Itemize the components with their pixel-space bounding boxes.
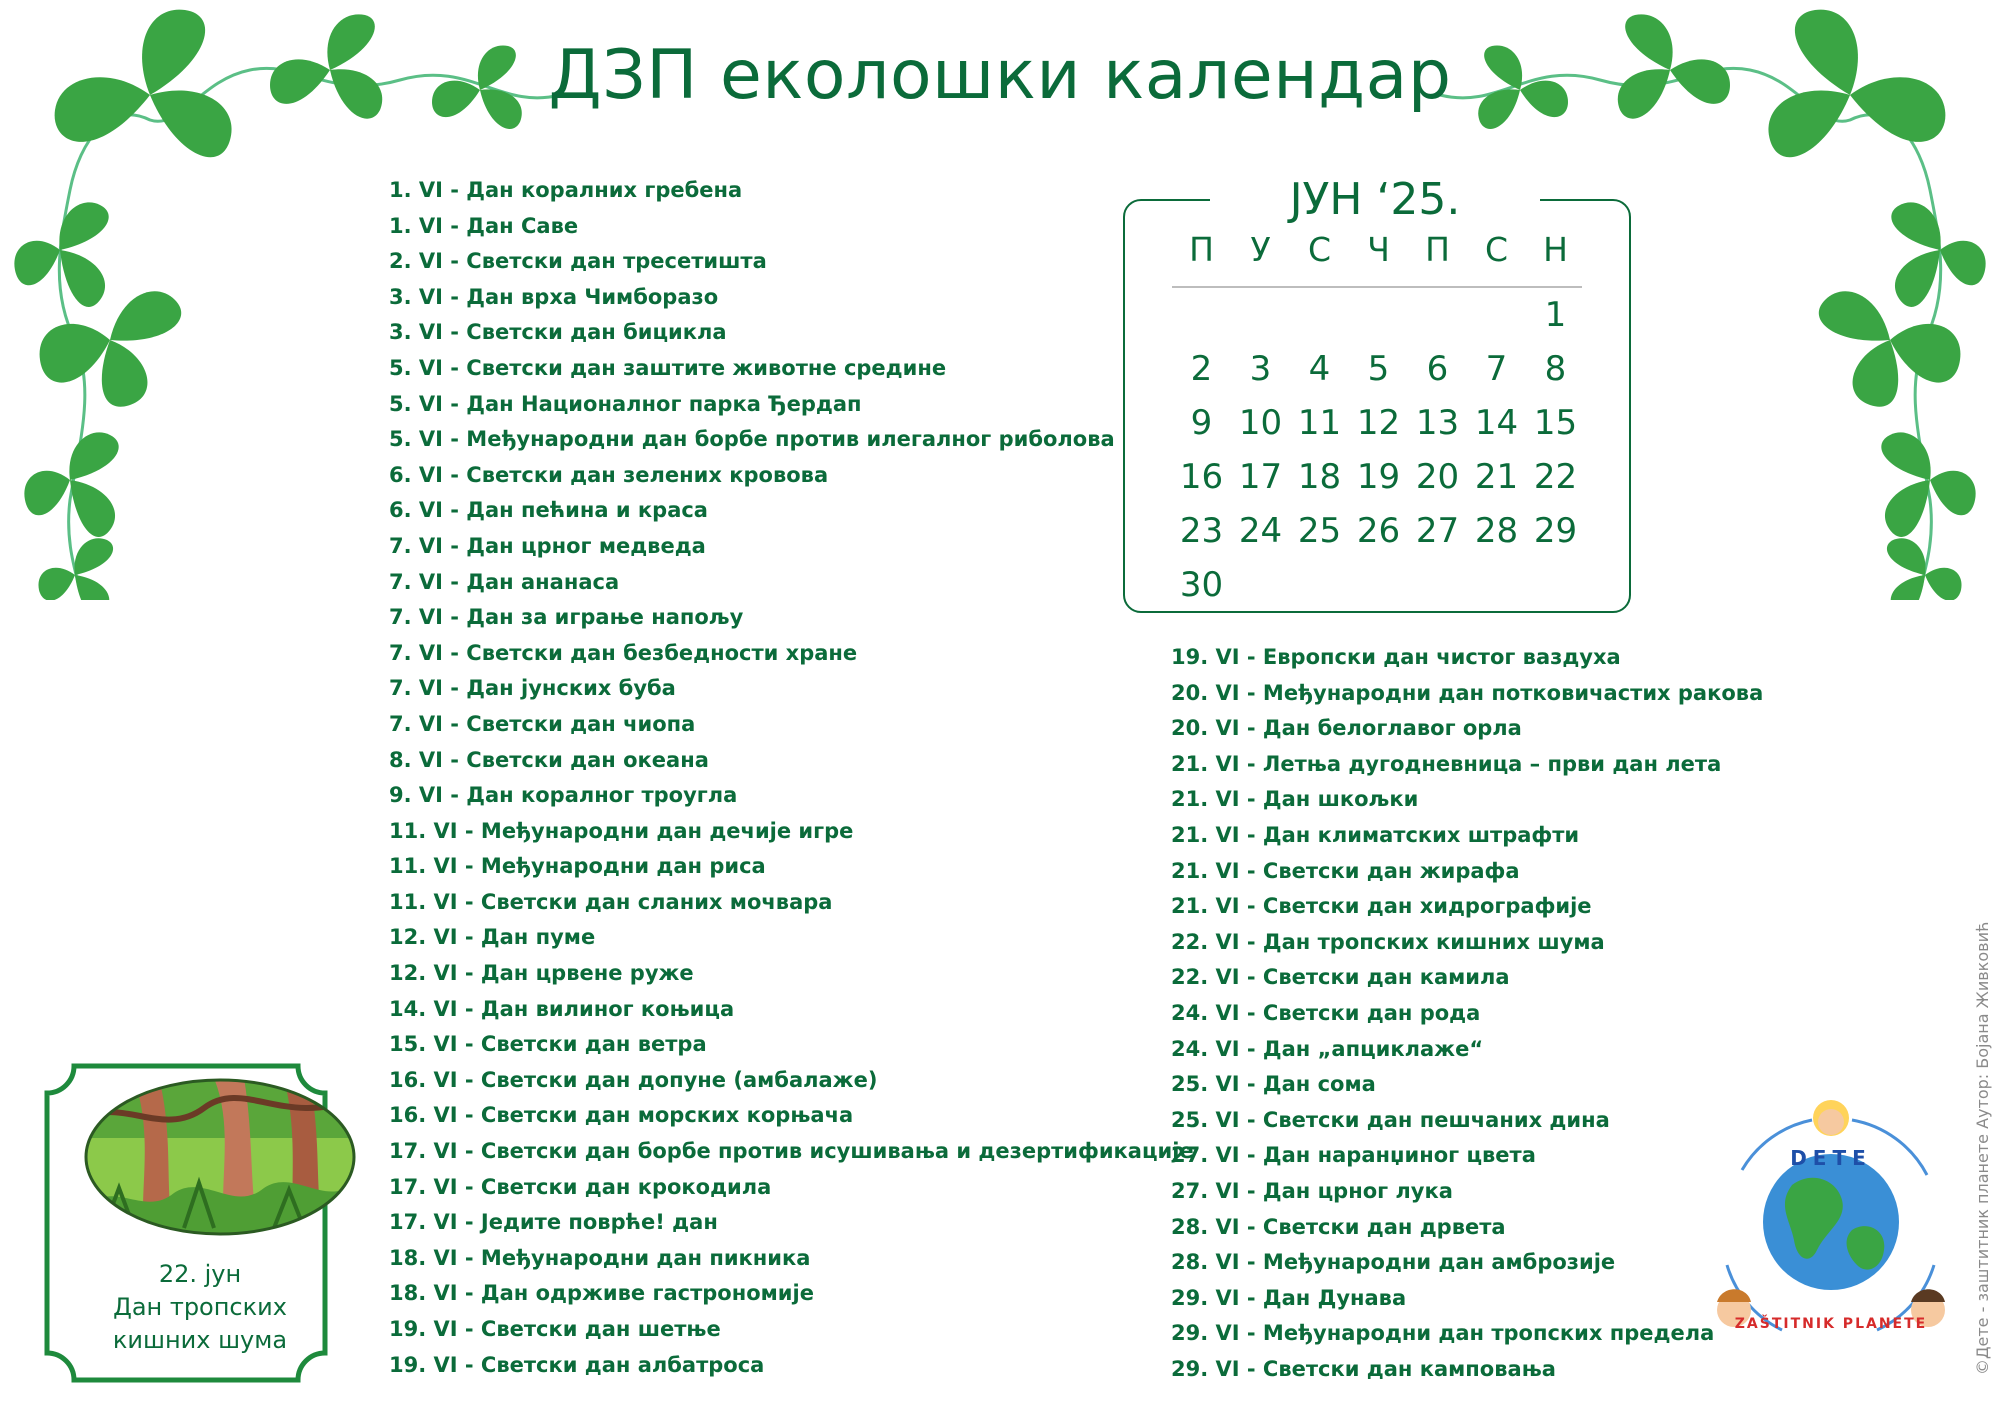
page-title: ДЗП еколошки календар — [548, 36, 1452, 115]
calendar-empty-cell — [1172, 288, 1231, 342]
calendar-day: 18 — [1297, 457, 1342, 497]
event-item: 21. VI - Дан шкољки — [1171, 787, 1419, 812]
event-item: 21. VI - Светски дан хидрографије — [1171, 894, 1592, 919]
event-item: 1. VI - Дан коралних гребена — [389, 178, 743, 202]
event-item: 29. VI - Светски дан камповања — [1171, 1356, 1556, 1381]
calendar-day: 27 — [1415, 511, 1460, 551]
featured-title-line-2: кишних шума — [112, 1326, 288, 1354]
event-item: 19. VI - Светски дан шетње — [389, 1317, 721, 1341]
event-item: 1. VI - Дан Саве — [389, 213, 579, 238]
event-item: 3. VI - Светски дан бицикла — [389, 320, 727, 345]
author-credit: ©Дете - заштитник планете Аутор: Бојана Живковић — [1973, 921, 1992, 1375]
event-item: 11. VI - Светски дан сланих мочвара — [389, 889, 833, 914]
event-item: 29. VI - Међународни дан тропских предела — [1171, 1321, 1715, 1346]
calendar-day-grid — [1172, 288, 1585, 612]
calendar-empty-cell — [1349, 288, 1408, 342]
event-item: 12. VI - Дан пуме — [389, 925, 596, 950]
event-list-right — [1171, 640, 1763, 1387]
calendar-day: 7 — [1485, 349, 1508, 389]
event-item: 19. VI - Светски дан албатроса — [389, 1352, 765, 1377]
event-item: 17. VI - Светски дан борбе против исушивања и дезертификације — [389, 1139, 1194, 1164]
event-item: 20. VI - Међународни дан потковичастих ракова — [1171, 680, 1764, 705]
event-item: 25. VI - Светски дан пешчаних дина — [1171, 1107, 1610, 1132]
calendar-day: 28 — [1474, 511, 1519, 551]
weekday-label: С — [1307, 230, 1332, 269]
event-item: 19. VI - Европски дан чистог ваздуха — [1171, 645, 1621, 669]
rainforest-illustration — [84, 1078, 356, 1236]
calendar-day: 17 — [1238, 457, 1283, 497]
event-item: 3. VI - Дан врха Чимборазо — [389, 284, 719, 309]
calendar-day: 23 — [1179, 511, 1224, 551]
calendar-day: 9 — [1190, 403, 1213, 443]
event-item: 11. VI - Међународни дан риса — [389, 854, 766, 879]
event-item: 21. VI - Светски дан жирафа — [1171, 858, 1520, 883]
event-item: 20. VI - Дан белоглавог орла — [1171, 716, 1522, 741]
calendar-day: 20 — [1415, 457, 1460, 497]
calendar-day: 11 — [1297, 403, 1342, 443]
event-item: 15. VI - Светски дан ветра — [389, 1032, 707, 1057]
calendar-empty-cell — [1467, 288, 1526, 342]
event-item: 7. VI - Дан ананаса — [389, 569, 620, 594]
event-item: 18. VI - Дан одрживе гастрономије — [389, 1281, 814, 1306]
event-item: 7. VI - Дан црног медведа — [389, 533, 706, 558]
featured-title-line-1: Дан тропских — [113, 1293, 287, 1321]
event-item: 22. VI - Дан тропских кишних шума — [1171, 929, 1605, 954]
weekday-label: Н — [1543, 230, 1568, 269]
calendar-day: 29 — [1533, 511, 1578, 551]
event-item: 27. VI - Дан црног лука — [1171, 1178, 1453, 1203]
calendar-day: 6 — [1426, 349, 1449, 389]
calendar-day: 4 — [1308, 349, 1331, 389]
calendar-weekday-header — [1172, 230, 1582, 269]
event-item: 5. VI - Светски дан заштите животне средине — [389, 355, 947, 380]
event-item: 5. VI - Дан Националног парка Ђердап — [389, 391, 862, 416]
event-item: 16. VI - Светски дан допуне (амбалаже) — [389, 1067, 878, 1092]
event-item: 27. VI - Дан наранџиног цвета — [1171, 1143, 1536, 1168]
calendar-day: 14 — [1474, 403, 1519, 443]
event-item: 24. VI - Дан „апциклаже“ — [1171, 1036, 1484, 1061]
event-item: 22. VI - Светски дан камила — [1171, 965, 1510, 990]
event-item: 9. VI - Дан коралног троугла — [389, 783, 738, 808]
calendar-day: 3 — [1249, 349, 1272, 389]
calendar-day: 10 — [1238, 403, 1283, 443]
dete-zastitnik-planete-logo — [1702, 1090, 1960, 1350]
event-item: 29. VI - Дан Дунава — [1171, 1285, 1407, 1310]
calendar-day: 8 — [1544, 349, 1567, 389]
calendar-day: 5 — [1367, 349, 1390, 389]
calendar-day: 30 — [1179, 565, 1224, 605]
event-item: 24. VI - Светски дан рода — [1171, 1000, 1481, 1025]
event-item: 28. VI - Међународни дан амброзије — [1171, 1250, 1616, 1275]
calendar-day: 26 — [1356, 511, 1401, 551]
event-item: 6. VI - Светски дан зелених кровова — [389, 462, 829, 487]
calendar-day: 16 — [1179, 457, 1224, 497]
calendar-day: 15 — [1533, 403, 1578, 443]
calendar-day: 13 — [1415, 403, 1460, 443]
calendar-day: 22 — [1533, 457, 1578, 497]
calendar-day: 12 — [1356, 403, 1401, 443]
weekday-label: П — [1189, 230, 1214, 269]
logo-text-top: DETE — [1790, 1146, 1872, 1170]
weekday-label: Ч — [1367, 230, 1390, 269]
featured-day-caption — [44, 1258, 356, 1357]
event-item: 11. VI - Међународни дан дечије игре — [389, 818, 854, 843]
event-item: 14. VI - Дан вилиног коњица — [389, 996, 735, 1021]
calendar-day: 1 — [1544, 295, 1567, 335]
calendar-month-label: ЈУН ‘25. — [1210, 172, 1540, 228]
event-item: 21. VI - Дан климатских штрафти — [1171, 822, 1580, 847]
calendar-empty-cell — [1408, 288, 1467, 342]
event-item: 17. VI - Светски дан крокодила — [389, 1174, 772, 1199]
event-item: 17. VI - Једите поврће! дан — [389, 1210, 718, 1235]
event-item: 7. VI - Дан за играње напољу — [389, 605, 744, 630]
calendar-day: 24 — [1238, 511, 1283, 551]
weekday-label: У — [1250, 230, 1271, 269]
calendar-day: 19 — [1356, 457, 1401, 497]
event-item: 21. VI - Летња дугодневница – први дан лета — [1171, 751, 1722, 776]
event-item: 16. VI - Светски дан морских корњача — [389, 1103, 854, 1128]
weekday-label: П — [1425, 230, 1450, 269]
event-item: 5. VI - Међународни дан борбе против илегалног риболова — [389, 427, 1115, 452]
weekday-label: С — [1484, 230, 1509, 269]
event-list-left — [389, 173, 1194, 1383]
calendar-day: 2 — [1190, 349, 1213, 389]
event-item: 7. VI - Дан јунских буба — [389, 676, 676, 701]
event-item: 6. VI - Дан пећина и краса — [389, 498, 708, 523]
event-item: 12. VI - Дан црвене руже — [389, 961, 694, 986]
calendar-day: 21 — [1474, 457, 1519, 497]
event-item: 7. VI - Светски дан чиопа — [389, 711, 696, 736]
logo-text-bottom: ZAŠTITNIK PLANETE — [1734, 1316, 1928, 1332]
event-item: 2. VI - Светски дан тресетишта — [389, 249, 767, 274]
calendar-empty-cell — [1290, 288, 1349, 342]
calendar-empty-cell — [1231, 288, 1290, 342]
event-item: 25. VI - Дан сома — [1171, 1072, 1376, 1097]
event-item: 7. VI - Светски дан безбедности хране — [389, 640, 858, 665]
calendar-day: 25 — [1297, 511, 1342, 551]
event-item: 8. VI - Светски дан океана — [389, 747, 709, 772]
featured-date: 22. јун — [158, 1260, 242, 1288]
event-item: 18. VI - Међународни дан пикника — [389, 1245, 811, 1270]
event-item: 28. VI - Светски дан дрвета — [1171, 1214, 1506, 1239]
